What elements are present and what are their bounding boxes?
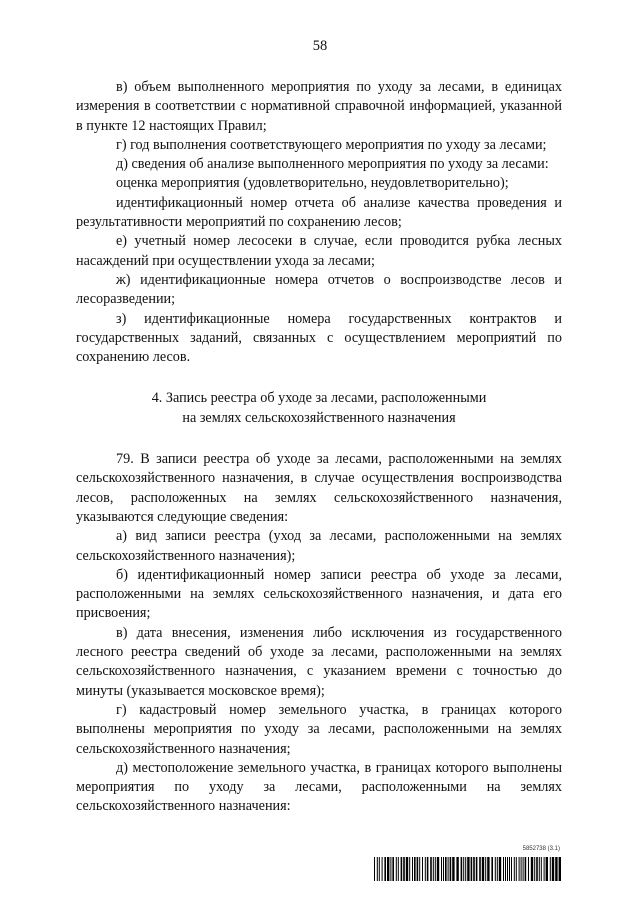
- paragraph-report-id: идентификационный номер отчета об анализе качества проведения и результативности мероприятий по сохранению лесов;: [76, 194, 562, 231]
- paragraph-zh: ж) идентификационные номера отчетов о воспроизводстве лесов и лесоразведении;: [76, 271, 562, 308]
- section-heading: [76, 389, 562, 428]
- section-heading-line1: 4. Запись реестра об уходе за лесами, расположенными: [151, 390, 487, 407]
- paragraph-e: е) учетный номер лесосеки в случае, если проводится рубка лесных насаждений при осуществлении ухода за лесами;: [76, 233, 562, 269]
- paragraph-a: а) вид записи реестра (уход за лесами, расположенными на землях сельскохозяйственного назначения);: [76, 528, 562, 564]
- paragraph-v: в) объем выполненного мероприятия по уходу за лесами, в единицах измерения в соответствии с нормативной справочной информацией, указанной в пункте 12 настоящих Правил;: [76, 79, 562, 134]
- paragraph-d: д) сведения об анализе выполненного мероприятия по уходу за лесами:: [116, 156, 549, 173]
- paragraph-g2: г) кадастровый номер земельного участка, в границах которого выполнены мероприятия по уходу за лесами, расположенными на землях сельскохозяйственного назначения;: [76, 701, 562, 757]
- paragraph-z: з) идентификационные номера государственных контрактов и государственных заданий, связанных с осуществлением мероприятий по сохранению лесов.: [76, 310, 562, 366]
- document-body: [76, 78, 562, 817]
- paragraph-d2: д) местоположение земельного участка, в границах которого выполнены мероприятия по уходу за лесами, расположенными на землях сельскохозяйственного назначения:: [76, 759, 562, 815]
- document-code: 5852738 (3.1): [522, 846, 560, 852]
- paragraph-b: б) идентификационный номер записи реестра об уходе за лесами, расположенными на землях сельскохозяйственного назначения, и дата его присвоения;: [76, 566, 562, 622]
- paragraph-v2: в) дата внесения, изменения либо исключения из государственного лесного реестра сведений об уходе за лесами, расположенными на землях сельскохозяйственного назначения, с указанием времени с точностью до минуты (указывается московское время);: [76, 624, 562, 699]
- paragraph-assessment: оценка мероприятия (удовлетворительно, неудовлетворительно);: [116, 175, 509, 192]
- paragraph-g: г) год выполнения соответствующего мероприятия по уходу за лесами;: [116, 136, 547, 153]
- barcode: [374, 857, 562, 881]
- paragraph-79: 79. В записи реестра об уходе за лесами, расположенными на землях сельскохозяйственного назначения, в случае осуществления воспроизводства лесов, расположенных на землях сельскохозяйственного назначения, указываются следующие сведения:: [76, 451, 562, 525]
- section-heading-line2: на землях сельскохозяйственного назначения: [182, 409, 456, 426]
- page-number: 58: [312, 38, 328, 54]
